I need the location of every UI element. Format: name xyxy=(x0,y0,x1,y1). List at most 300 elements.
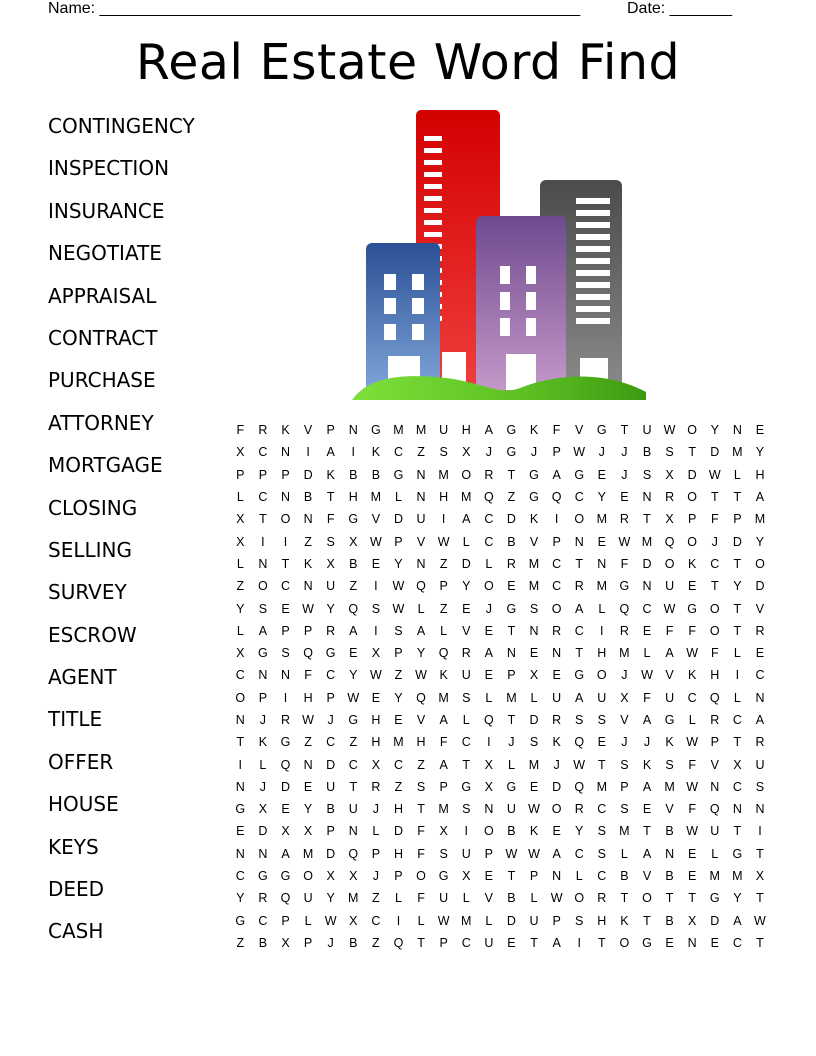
grid-letter: V xyxy=(575,423,584,438)
grid-letter: V xyxy=(416,713,426,727)
grid-letter: N xyxy=(280,668,290,683)
grid-letter: U xyxy=(326,579,336,594)
grid-letter: Q xyxy=(664,534,675,549)
grid-letter: I xyxy=(351,445,355,460)
grid-letter: F xyxy=(326,512,335,527)
grid-letter: A xyxy=(416,623,426,638)
grid-letter: N xyxy=(303,757,313,772)
word-list-item: INSPECTION xyxy=(48,156,170,181)
grid-letter: E xyxy=(349,646,358,661)
grid-letter: J xyxy=(259,713,267,727)
grid-letter: X xyxy=(484,757,493,772)
grid-letter: P xyxy=(326,690,335,705)
grid-letter: O xyxy=(416,869,426,884)
grid-letter: P xyxy=(552,913,561,928)
grid-letter: J xyxy=(643,735,651,750)
grid-letter: M xyxy=(461,490,472,505)
grid-row xyxy=(229,843,771,865)
word-list-item: HOUSE xyxy=(48,792,119,817)
grid-letter: I xyxy=(374,579,378,594)
grid-letter: G xyxy=(732,846,743,861)
grid-letter: Z xyxy=(236,935,245,950)
grid-letter: B xyxy=(620,869,629,884)
word-list-item: MORTGAGE xyxy=(48,453,163,478)
grid-letter: L xyxy=(643,646,651,661)
grid-letter: H xyxy=(597,646,607,661)
grid-letter: W xyxy=(369,534,382,549)
grid-letter: T xyxy=(733,556,742,571)
grid-letter: X xyxy=(258,802,268,817)
grid-letter: D xyxy=(710,913,720,928)
grid-letter: W xyxy=(437,913,450,928)
grid-letter: U xyxy=(348,802,358,817)
grid-letter: G xyxy=(461,779,472,794)
word-list-item: PURCHASE xyxy=(48,368,156,393)
grid-letter: E xyxy=(552,668,561,683)
grid-letter: I xyxy=(374,623,378,638)
grid-letter: J xyxy=(485,445,492,460)
grid-letter: G xyxy=(280,869,291,884)
grid-letter: S xyxy=(258,601,268,616)
grid-letter: P xyxy=(394,534,403,549)
grid-row xyxy=(229,753,771,775)
grid-letter: Z xyxy=(417,445,425,460)
grid-letter: C xyxy=(235,668,245,683)
grid-letter: T xyxy=(643,913,651,928)
grid-letter: C xyxy=(755,668,765,683)
grid-letter: E xyxy=(462,601,471,616)
grid-letter: U xyxy=(326,779,336,794)
grid-letter: D xyxy=(326,846,336,861)
grid-letter: M xyxy=(528,579,540,594)
grid-letter: A xyxy=(642,779,652,794)
grid-letter: G xyxy=(619,579,630,594)
grid-letter: N xyxy=(280,490,290,505)
grid-letter: P xyxy=(620,779,629,794)
grid-letter: L xyxy=(530,891,538,906)
grid-letter: G xyxy=(596,423,607,438)
grid-letter: U xyxy=(665,690,675,705)
grid-letter: C xyxy=(258,445,268,460)
grid-letter: C xyxy=(326,735,336,750)
grid-letter: O xyxy=(483,824,494,839)
grid-letter: T xyxy=(462,757,471,772)
grid-letter: Z xyxy=(417,757,425,772)
grid-letter: C xyxy=(461,935,471,950)
city-buildings-illustration xyxy=(350,106,650,406)
word-list-item: AGENT xyxy=(48,665,117,690)
grid-letter: E xyxy=(303,779,313,794)
grid-letter: N xyxy=(258,556,268,571)
grid-letter: N xyxy=(732,802,742,817)
grid-letter: N xyxy=(574,534,584,549)
grid-letter: Z xyxy=(236,579,245,594)
grid-letter: E xyxy=(642,802,652,817)
grid-letter: P xyxy=(236,467,245,482)
grid-letter: O xyxy=(303,869,313,884)
grid-letter: E xyxy=(620,490,629,505)
word-list-item: NEGOTIATE xyxy=(48,241,162,266)
grid-letter: N xyxy=(416,490,426,505)
grid-letter: F xyxy=(236,423,245,438)
grid-letter: L xyxy=(394,490,402,505)
grid-letter: Y xyxy=(416,646,426,661)
grid-letter: Q xyxy=(709,690,720,705)
grid-letter: I xyxy=(396,913,401,928)
grid-letter: T xyxy=(507,467,516,482)
grid-letter: N xyxy=(348,824,358,839)
grid-letter: U xyxy=(529,913,539,928)
grid-letter: X xyxy=(620,690,629,705)
grid-letter: Q xyxy=(574,779,585,794)
grid-letter: E xyxy=(552,824,561,839)
grid-letter: I xyxy=(238,757,243,772)
grid-letter: B xyxy=(642,445,652,460)
grid-letter: F xyxy=(417,824,425,839)
grid-letter: W xyxy=(754,913,766,928)
grid-letter: Q xyxy=(619,601,630,616)
grid-letter: O xyxy=(709,623,720,638)
grid-letter: W xyxy=(528,802,540,817)
grid-letter: N xyxy=(687,935,697,950)
grid-letter: A xyxy=(755,713,765,727)
grid-letter: P xyxy=(258,467,268,482)
grid-letter: U xyxy=(461,668,471,683)
grid-letter: I xyxy=(261,534,265,549)
grid-letter: A xyxy=(281,846,290,861)
blue-building xyxy=(366,243,440,393)
grid-letter: V xyxy=(665,668,674,683)
grid-letter: Q xyxy=(574,735,585,750)
grid-letter: B xyxy=(665,824,674,839)
purple-building xyxy=(476,216,566,396)
grid-letter: W xyxy=(686,735,699,750)
grid-letter: P xyxy=(371,846,381,861)
grid-letter: Z xyxy=(349,579,358,594)
grid-letter: E xyxy=(642,623,652,638)
grid-letter: R xyxy=(574,579,584,594)
grid-letter: B xyxy=(303,490,313,505)
grid-letter: L xyxy=(462,713,470,727)
grid-letter: E xyxy=(371,556,381,571)
word-list-item: DEED xyxy=(48,877,105,902)
grid-letter: S xyxy=(597,824,606,839)
grid-letter: S xyxy=(620,802,629,817)
grid-letter: J xyxy=(553,757,560,772)
grid-letter: G xyxy=(258,646,268,661)
grid-letter: N xyxy=(597,556,607,571)
grid-letter: T xyxy=(417,935,425,950)
grid-letter: B xyxy=(349,935,358,950)
grid-letter: C xyxy=(371,913,381,928)
grid-letter: V xyxy=(755,601,765,616)
grid-row xyxy=(229,887,771,909)
grid-letter: T xyxy=(710,579,719,594)
grid-letter: R xyxy=(280,713,290,727)
grid-letter: O xyxy=(235,690,246,705)
grid-letter: E xyxy=(529,646,539,661)
grid-letter: A xyxy=(326,445,335,460)
grid-letter: S xyxy=(642,467,652,482)
grid-letter: R xyxy=(371,779,381,794)
grid-letter: L xyxy=(372,824,380,839)
grid-letter: C xyxy=(732,935,742,950)
grid-letter: G xyxy=(235,913,246,928)
grid-letter: T xyxy=(733,601,742,616)
grid-letter: V xyxy=(462,623,471,638)
grid-letter: T xyxy=(710,490,719,505)
grid-letter: V xyxy=(416,534,426,549)
grid-letter: C xyxy=(732,779,742,794)
grid-letter: T xyxy=(733,623,742,638)
grid-letter: Y xyxy=(462,579,471,594)
word-list-item: APPRAISAL xyxy=(48,283,157,308)
grid-letter: H xyxy=(348,490,358,505)
grid-letter: H xyxy=(710,668,720,683)
grid-letter: G xyxy=(438,869,449,884)
grid-letter: X xyxy=(371,757,381,772)
grid-letter: K xyxy=(620,913,629,928)
grid-letter: U xyxy=(439,891,449,906)
grid-letter: L xyxy=(304,913,312,928)
grid-letter: G xyxy=(529,467,539,482)
grid-letter: T xyxy=(756,891,764,906)
grid-letter: C xyxy=(393,757,403,772)
grid-letter: U xyxy=(665,579,675,594)
grid-letter: W xyxy=(302,601,314,616)
grid-letter: W xyxy=(663,601,676,616)
grid-letter: T xyxy=(326,490,335,505)
grid-letter: W xyxy=(505,846,518,861)
word-list-item: CLOSING xyxy=(48,495,138,520)
grid-letter: X xyxy=(665,467,674,482)
grid-letter: C xyxy=(732,713,742,727)
grid-letter: E xyxy=(371,690,381,705)
grid-letter: M xyxy=(438,690,449,705)
grid-letter: M xyxy=(596,779,607,794)
grid-letter: N xyxy=(552,869,562,884)
grid-letter: E xyxy=(755,646,765,661)
grid-letter: D xyxy=(461,556,471,571)
grid-letter: Z xyxy=(507,490,516,505)
grid-letter: W xyxy=(369,668,382,683)
grid-letter: J xyxy=(508,735,515,750)
grid-letter: M xyxy=(641,534,653,549)
grid-letter: L xyxy=(259,757,267,772)
grid-letter: Y xyxy=(326,891,335,906)
grid-letter: U xyxy=(484,935,494,950)
grid-letter: O xyxy=(483,579,494,594)
grid-letter: C xyxy=(574,623,584,638)
grid-letter: X xyxy=(281,935,290,950)
grid-letter: P xyxy=(394,646,403,661)
grid-letter: R xyxy=(258,891,268,906)
grid-letter: P xyxy=(439,779,448,794)
grid-letter: L xyxy=(417,913,425,928)
grid-letter: K xyxy=(529,512,539,527)
grid-letter: O xyxy=(709,601,720,616)
word-list xyxy=(48,108,195,956)
grid-row xyxy=(229,798,771,820)
grid-letter: U xyxy=(642,423,652,438)
grid-letter: D xyxy=(506,512,516,527)
grid-letter: W xyxy=(573,445,586,460)
grid-letter: Y xyxy=(733,579,742,594)
grid-letter: I xyxy=(464,824,468,839)
grid-letter: R xyxy=(597,891,607,906)
grid-letter: B xyxy=(349,467,358,482)
grid-letter: X xyxy=(349,869,358,884)
grid-letter: O xyxy=(551,601,562,616)
grid-letter: P xyxy=(281,913,290,928)
word-list-item: CONTINGENCY xyxy=(48,114,195,138)
grid-letter: C xyxy=(642,601,652,616)
grid-letter: P xyxy=(303,935,313,950)
grid-letter: A xyxy=(552,846,561,861)
grid-letter: D xyxy=(529,713,539,727)
grid-letter: T xyxy=(756,846,764,861)
grid-letter: P xyxy=(439,579,448,594)
grid-letter: C xyxy=(574,490,584,505)
grid-letter: T xyxy=(349,779,358,794)
grid-letter: C xyxy=(461,735,471,750)
grid-letter: Z xyxy=(439,556,448,571)
grid-letter: Q xyxy=(348,846,359,861)
grid-letter: J xyxy=(530,445,538,460)
grid-letter: J xyxy=(327,935,334,950)
grid-letter: G xyxy=(574,467,585,482)
grid-letter: P xyxy=(688,512,697,527)
letter-grid xyxy=(229,419,771,954)
word-list-item: CONTRACT xyxy=(48,325,158,350)
grid-letter: L xyxy=(711,846,719,861)
page-title: Real Estate Word Find xyxy=(135,34,681,91)
grid-letter: G xyxy=(506,601,517,616)
grid-letter: G xyxy=(325,646,336,661)
grid-row xyxy=(229,508,771,530)
grid-letter: M xyxy=(619,646,630,661)
grid-letter: C xyxy=(597,869,607,884)
grid-letter: P xyxy=(552,445,561,460)
grid-letter: O xyxy=(755,556,765,571)
grid-letter: F xyxy=(710,646,719,661)
grid-letter: N xyxy=(303,579,313,594)
grid-letter: Q xyxy=(483,713,494,727)
grid-letter: W xyxy=(686,646,699,661)
grid-letter: S xyxy=(665,757,674,772)
grid-letter: J xyxy=(372,802,379,817)
grid-letter: L xyxy=(485,556,493,571)
grid-letter: L xyxy=(688,713,696,727)
grid-letter: R xyxy=(552,713,562,727)
grid-letter: C xyxy=(280,579,290,594)
grid-letter: E xyxy=(236,824,245,839)
grid-letter: G xyxy=(529,490,539,505)
grid-letter: C xyxy=(393,445,403,460)
grid-letter: C xyxy=(235,869,245,884)
grid-letter: M xyxy=(528,757,540,772)
grid-row xyxy=(229,553,771,575)
grid-letter: H xyxy=(755,467,765,482)
grid-letter: Q xyxy=(393,935,404,950)
grid-letter: A xyxy=(552,935,561,950)
grid-letter: C xyxy=(597,802,607,817)
grid-letter: C xyxy=(484,512,494,527)
grid-letter: H xyxy=(371,735,381,750)
grid-letter: P xyxy=(507,668,516,683)
grid-row xyxy=(229,464,771,486)
grid-letter: Q xyxy=(483,490,494,505)
grid-letter: G xyxy=(687,601,698,616)
grid-letter: M xyxy=(619,824,630,839)
grid-letter: N xyxy=(416,556,426,571)
grid-letter: K xyxy=(258,735,268,750)
grid-letter: M xyxy=(393,423,404,438)
grid-letter: S xyxy=(529,601,539,616)
grid-letter: N xyxy=(506,646,516,661)
grid-letter: G xyxy=(348,512,359,527)
grid-letter: L xyxy=(485,913,493,928)
grid-letter: Y xyxy=(755,534,765,549)
grid-letter: T xyxy=(643,512,651,527)
grid-letter: R xyxy=(552,623,562,638)
grid-letter: N xyxy=(552,646,562,661)
grid-letter: A xyxy=(552,467,561,482)
grid-letter: C xyxy=(552,556,562,571)
grid-letter: X xyxy=(529,668,539,683)
grid-letter: D xyxy=(755,579,765,594)
grid-letter: G xyxy=(506,445,517,460)
grid-row xyxy=(229,865,771,887)
grid-letter: D xyxy=(280,779,290,794)
grid-letter: E xyxy=(507,935,516,950)
grid-letter: D xyxy=(732,534,742,549)
grid-letter: P xyxy=(529,869,539,884)
grid-letter: T xyxy=(620,423,629,438)
grid-letter: C xyxy=(484,534,494,549)
grid-letter: Y xyxy=(710,423,719,438)
grid-letter: Q xyxy=(280,891,291,906)
grid-letter: V xyxy=(303,423,313,438)
grid-letter: P xyxy=(326,824,335,839)
grid-letter: X xyxy=(371,646,381,661)
grid-letter: J xyxy=(621,445,628,460)
grid-letter: K xyxy=(665,735,674,750)
grid-letter: L xyxy=(462,534,470,549)
grid-letter: S xyxy=(462,690,471,705)
grid-letter: K xyxy=(529,423,539,438)
grid-letter: Q xyxy=(303,646,313,661)
grid-letter: V xyxy=(665,802,674,817)
grid-letter: J xyxy=(485,601,492,616)
grid-letter: W xyxy=(686,824,699,839)
grid-letter: I xyxy=(487,735,491,750)
grid-letter: D xyxy=(258,824,268,839)
grid-letter: N xyxy=(642,579,652,594)
grid-letter: N xyxy=(348,423,358,438)
grid-letter: H xyxy=(439,490,449,505)
grid-letter: B xyxy=(326,802,335,817)
grid-letter: Q xyxy=(438,646,449,661)
grid-letter: S xyxy=(439,445,448,460)
grid-letter: D xyxy=(303,467,313,482)
grid-letter: A xyxy=(484,423,493,438)
grid-letter: X xyxy=(349,534,358,549)
grid-letter: T xyxy=(507,869,516,884)
grid-letter: Y xyxy=(394,690,403,705)
grid-letter: F xyxy=(304,668,312,683)
grid-letter: G xyxy=(642,935,652,950)
